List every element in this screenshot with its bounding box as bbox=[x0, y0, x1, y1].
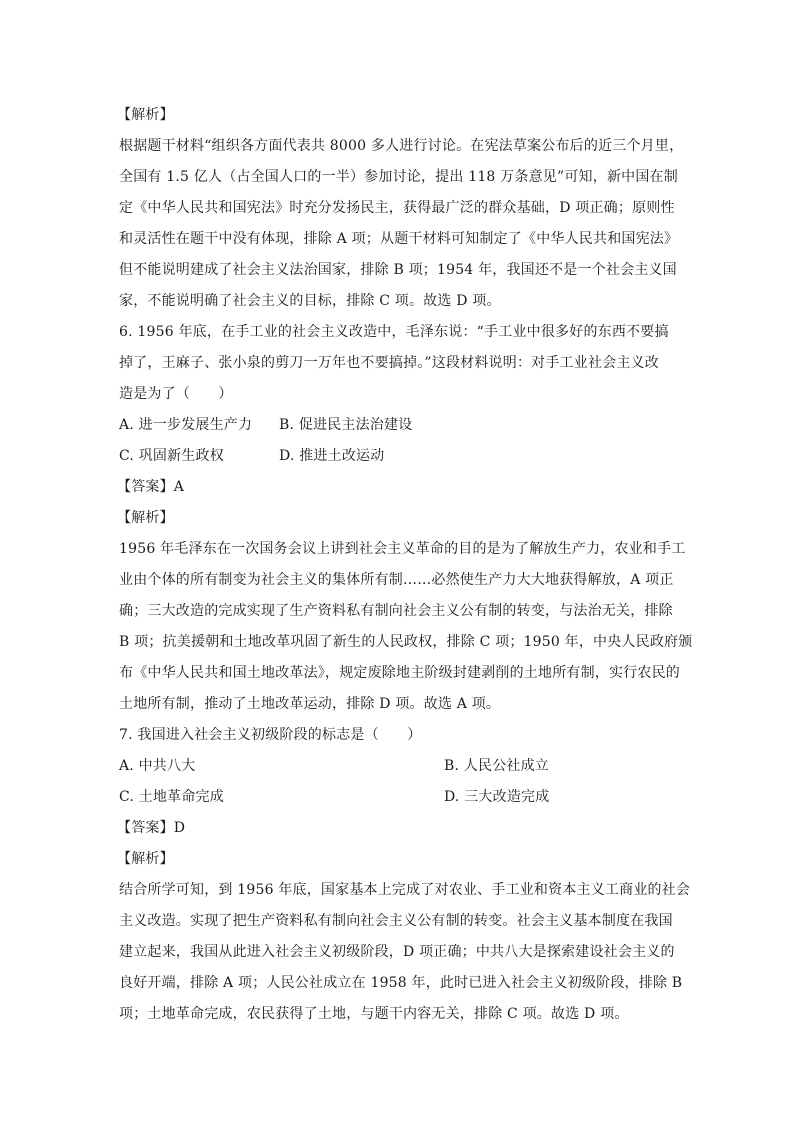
options-row bbox=[119, 751, 679, 782]
analysis-line: 确；三大改造的完成实现了生产资料私有制向社会主义公有制的转变，与法治无关，排除 bbox=[119, 603, 673, 619]
analysis-line: 全国有 1.5 亿人（占全国人口的一半）参加讨论，提出 118 万条意见”可知，新中国在制 bbox=[119, 169, 678, 185]
analysis-heading: 【解析】 bbox=[117, 107, 174, 123]
analysis-line: 业由个体的所有制变为社会主义的集体所有制……必然使生产力大大地获得解放，A 项正 bbox=[119, 572, 674, 588]
analysis-heading: 【解析】 bbox=[117, 510, 174, 526]
analysis-line: 项；土地革命完成，农民获得了土地，与题干内容无关，排除 C 项。故选 D 项。 bbox=[119, 1006, 629, 1022]
option-d: D. 推进土改运动 bbox=[279, 448, 385, 464]
analysis-line: 良好开端，排除 A 项；人民公社成立在 1958 年，此时已进入社会主义初级阶段，排除 B bbox=[119, 975, 683, 991]
options-row bbox=[119, 782, 679, 813]
analysis-line: 家，不能说明确了社会主义的目标，排除 C 项。故选 D 项。 bbox=[119, 293, 501, 309]
analysis-line: B 项；抗美援朝和土地改革巩固了新生的人民政权，排除 C 项；1950 年，中央人民政府颁 bbox=[119, 634, 693, 650]
question-stem: 7. 我国进入社会主义初级阶段的标志是（ ） bbox=[119, 727, 422, 743]
analysis-line: 和灵活性在题干中没有体现，排除 A 项；从题干材料可知制定了《中华人民共和国宪法》 bbox=[119, 231, 679, 247]
analysis-line: 土地所有制，推动了土地改革运动，排除 D 项。故选 A 项。 bbox=[119, 696, 501, 712]
analysis-line: 布《中华人民共和国土地改革法》，规定废除地主阶级封建剥削的土地所有制，实行农民的 bbox=[119, 665, 680, 681]
option-b: B. 促进民主法治建设 bbox=[279, 417, 413, 433]
analysis-line: 结合所学可知，到 1956 年底，国家基本上完成了对农业、手工业和资本主义工商业的社会 bbox=[119, 882, 691, 898]
analysis-heading: 【解析】 bbox=[117, 851, 174, 867]
analysis-line: 建立起来，我国从此进入社会主义初级阶段，D 项正确；中共八大是探索建设社会主义的 bbox=[119, 944, 675, 960]
option-d: D. 三大改造完成 bbox=[444, 789, 550, 805]
analysis-line: 根据题干材料“组织各方面代表共 8000 多人进行讨论。在宪法草案公布后的近三个月里， bbox=[119, 138, 684, 154]
answer-line: 【答案】D bbox=[117, 820, 186, 836]
analysis-line: 定《中华人民共和国宪法》时充分发扬民主，获得最广泛的群众基础，D 项正确；原则性 bbox=[119, 200, 675, 216]
option-a: A. 进一步发展生产力 bbox=[119, 417, 253, 433]
options-row bbox=[119, 410, 679, 441]
question-stem: 造是为了（ ） bbox=[119, 386, 233, 402]
option-a: A. 中共八大 bbox=[119, 758, 196, 774]
document-page bbox=[117, 100, 693, 1030]
options-row bbox=[119, 441, 679, 472]
analysis-line: 1956 年毛泽东在一次国务会议上讲到社会主义革命的目的是为了解放生产力，农业和手工 bbox=[119, 541, 686, 557]
question-stem: 6. 1956 年底，在手工业的社会主义改造中，毛泽东说：“手工业中很多好的东西不要搞 bbox=[119, 324, 669, 340]
analysis-line: 但不能说明建成了社会主义法治国家，排除 B 项；1954 年，我国还不是一个社会主义国 bbox=[119, 262, 677, 278]
answer-line: 【答案】A bbox=[117, 479, 185, 495]
option-c: C. 巩固新生政权 bbox=[119, 448, 224, 464]
analysis-line: 主义改造。实现了把生产资料私有制向社会主义公有制的转变。社会主义基本制度在我国 bbox=[119, 913, 673, 929]
option-b: B. 人民公社成立 bbox=[444, 758, 549, 774]
question-stem: 掉了，王麻子、张小泉的剪刀一万年也不要搞掉。”这段材料说明：对手工业社会主义改 bbox=[119, 355, 659, 371]
option-c: C. 土地革命完成 bbox=[119, 789, 224, 805]
